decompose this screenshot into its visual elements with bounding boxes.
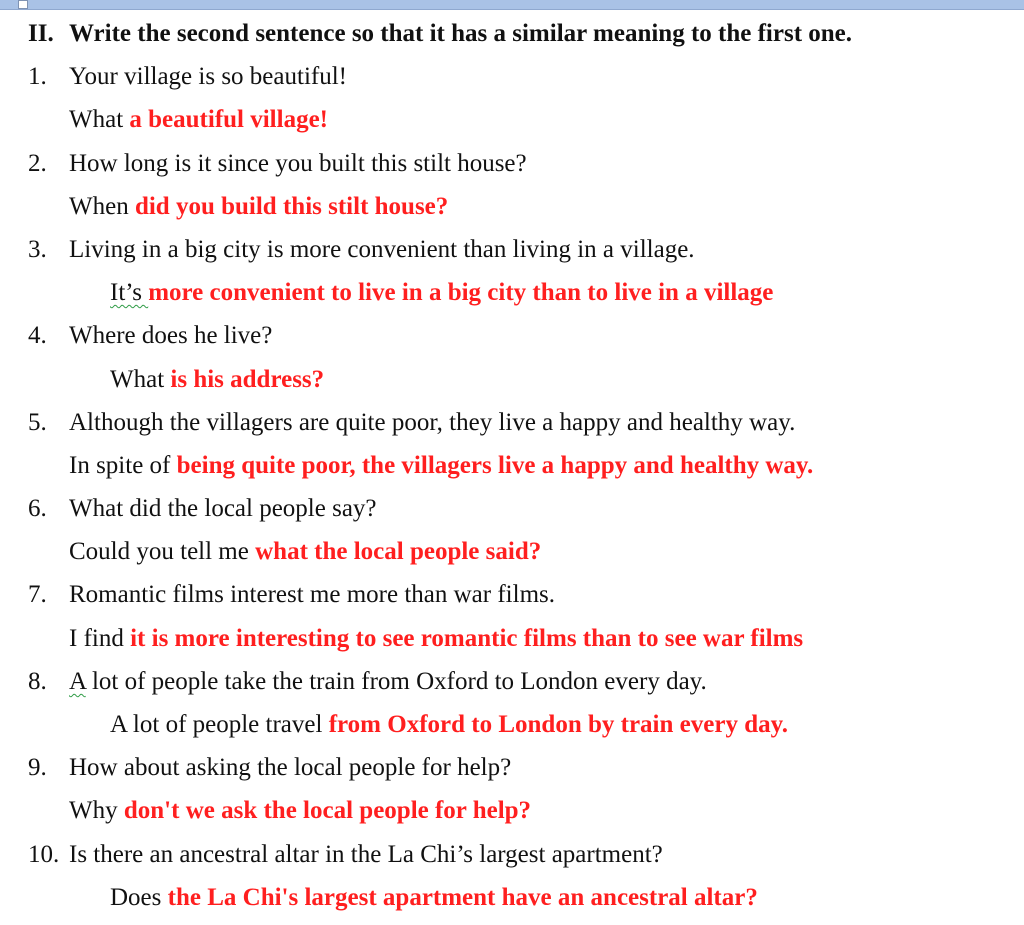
question-text: How long is it since you built this stilt house? (69, 149, 527, 177)
item-number: 2. (28, 149, 47, 177)
question-line-5 (0, 401, 1024, 444)
question-text: Although the villagers are quite poor, they live a happy and healthy way. (69, 408, 796, 436)
answer-prefix: It’s (110, 279, 149, 307)
question-text: Living in a big city is more convenient than living in a village. (69, 235, 695, 263)
document-ruler[interactable] (0, 0, 1024, 10)
exercise-heading (0, 12, 1024, 55)
question-line-3 (0, 228, 1024, 271)
question-text: What did the local people say? (69, 495, 377, 523)
answer-text: a beautiful village! (129, 106, 328, 134)
answer-prefix: A lot of people travel (110, 711, 329, 738)
answer-text: it is more interesting to see romantic films than to see war films (130, 624, 804, 652)
answer-text: more convenient to live in a big city than to live in a village (148, 279, 774, 307)
answer-line-2 (0, 185, 1024, 228)
question-rest: lot of people take the train from Oxford to London every day. (85, 667, 707, 695)
item-number: 1. (28, 63, 47, 91)
answer-text: from Oxford to London by train every day. (328, 711, 788, 738)
item-number: 3. (28, 235, 47, 263)
item-number: 6. (28, 495, 47, 523)
document-page (0, 12, 1024, 919)
answer-line-4 (0, 358, 1024, 401)
item-number: 4. (28, 322, 47, 350)
question-text: Is there an ancestral altar in the La Chi’s largest apartment? (69, 840, 663, 868)
question-first-word: A (69, 667, 86, 695)
item-number: 10. (28, 840, 60, 868)
item-number: 7. (28, 581, 47, 609)
question-line-4 (0, 314, 1024, 357)
question-line-6 (0, 487, 1024, 530)
answer-prefix: Could you tell me (69, 538, 256, 566)
question-line-9 (0, 746, 1024, 789)
question-line-10 (0, 833, 1024, 876)
answer-line-9 (0, 789, 1024, 832)
answer-line-8 (0, 703, 1024, 746)
answer-prefix: Why (69, 797, 124, 825)
heading-number: II. (28, 20, 54, 47)
item-number: 8. (28, 667, 47, 695)
answer-line-1 (0, 98, 1024, 141)
answer-line-5 (0, 444, 1024, 487)
question-text: Your village is so beautiful! (69, 63, 347, 91)
answer-line-3 (0, 271, 1024, 314)
answer-prefix: What (110, 365, 171, 393)
question-line-1 (0, 55, 1024, 98)
question-text: How about asking the local people for help? (69, 754, 512, 782)
answer-text: what the local people said? (255, 538, 542, 566)
ruler-indent-marker[interactable] (18, 0, 28, 9)
item-number: 5. (28, 408, 47, 436)
answer-prefix: In spite of (69, 451, 177, 479)
answer-prefix: When (69, 192, 135, 220)
answer-line-6 (0, 530, 1024, 573)
question-text (69, 660, 707, 703)
answer-prefix: What (69, 106, 130, 134)
question-line-8 (0, 660, 1024, 703)
answer-text: did you build this stilt house? (134, 192, 449, 220)
answer-text: don't we ask the local people for help? (123, 797, 532, 825)
question-text: Romantic films interest me more than war films. (69, 581, 555, 609)
answer-text: the La Chi's largest apartment have an ancestral altar? (167, 883, 758, 911)
answer-text: is his address? (170, 365, 325, 393)
answer-line-10 (0, 876, 1024, 919)
answer-prefix: Does (110, 883, 168, 911)
answer-line-7 (0, 617, 1024, 660)
heading-text: Write the second sentence so that it has a similar meaning to the first one. (69, 20, 853, 47)
question-line-7 (0, 573, 1024, 616)
item-number: 9. (28, 754, 47, 782)
question-line-2 (0, 142, 1024, 185)
answer-text: being quite poor, the villagers live a happy and healthy way. (176, 451, 814, 479)
question-text: Where does he live? (69, 322, 273, 350)
answer-prefix: I find (69, 624, 131, 652)
